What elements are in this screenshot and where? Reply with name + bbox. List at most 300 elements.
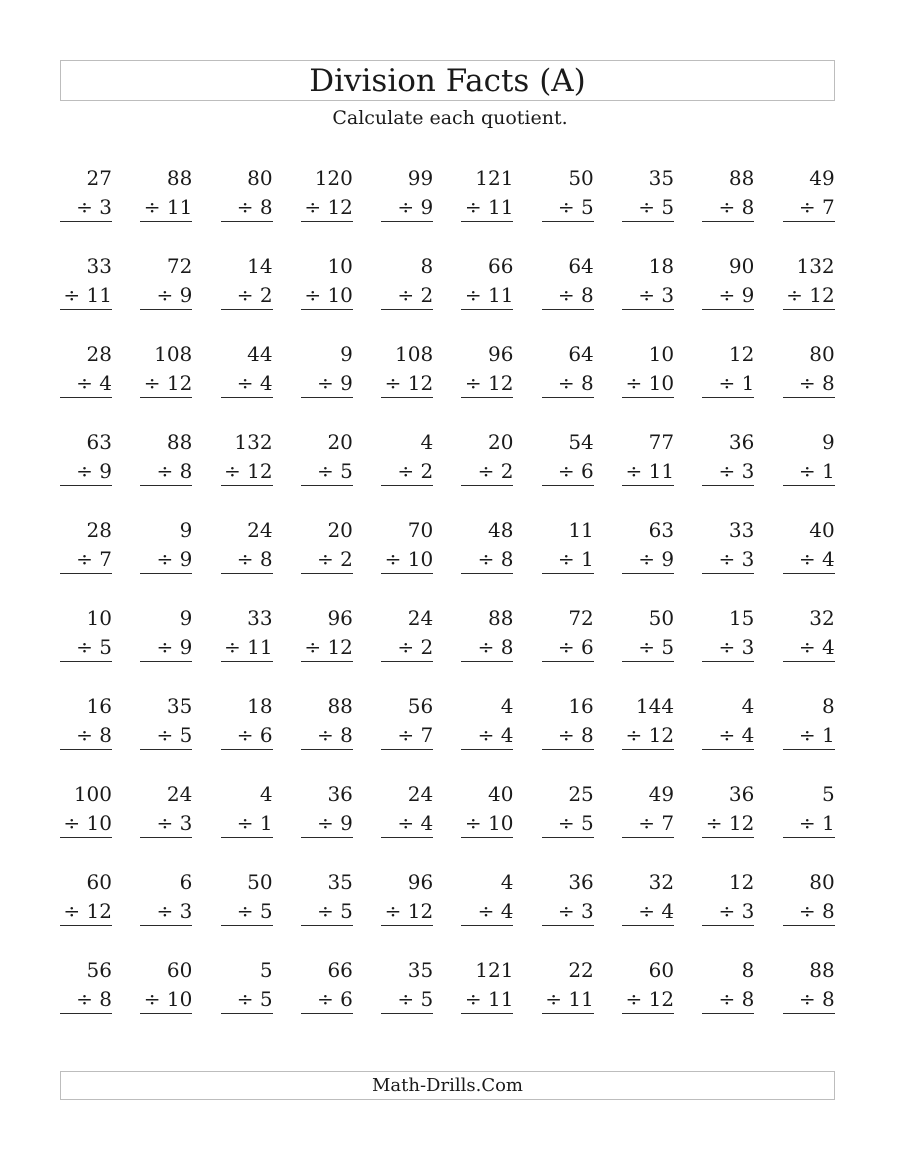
- divisor: [626, 458, 675, 484]
- division-problem: [542, 163, 594, 223]
- answer-line: [60, 749, 112, 750]
- divisor: [719, 722, 755, 748]
- divisor-value: 10: [648, 371, 675, 395]
- division-sign: ÷: [143, 195, 161, 219]
- dividend: 14: [247, 254, 273, 278]
- divisor-value: 9: [661, 547, 675, 571]
- answer-line: [461, 925, 513, 926]
- divisor-value: 11: [166, 195, 193, 219]
- divisor-value: 8: [581, 283, 594, 307]
- dividend: 33: [86, 254, 112, 278]
- answer-line: [622, 661, 674, 662]
- divisor-value: 2: [420, 283, 434, 307]
- division-sign: ÷: [798, 811, 816, 835]
- divisor-value: 9: [741, 283, 755, 307]
- divisor: [76, 722, 112, 748]
- division-sign: ÷: [798, 371, 816, 395]
- division-sign: ÷: [156, 899, 174, 923]
- divisor-value: 8: [259, 547, 273, 571]
- answer-line: [381, 309, 433, 310]
- division-problem: [140, 603, 192, 663]
- divisor-value: 1: [821, 723, 835, 747]
- divisor-value: 9: [99, 459, 112, 483]
- divisor-value: 5: [661, 195, 675, 219]
- divisor-value: 4: [259, 371, 273, 395]
- answer-line: [783, 573, 835, 574]
- division-sign: ÷: [156, 547, 174, 571]
- dividend: 88: [728, 166, 755, 190]
- dividend: 24: [247, 518, 273, 542]
- divisor: [558, 898, 594, 924]
- dividend: 6: [179, 870, 193, 894]
- divisor: [76, 546, 112, 572]
- division-sign: ÷: [156, 811, 174, 835]
- answer-line: [60, 485, 112, 486]
- dividend: 8: [420, 254, 434, 278]
- division-problem: [60, 867, 112, 927]
- answer-line: [702, 397, 754, 398]
- division-problem: [60, 603, 112, 663]
- division-problem: [702, 251, 754, 311]
- divisor: [626, 370, 675, 396]
- divisor: [465, 194, 514, 220]
- divisor: [799, 634, 835, 660]
- answer-line: [622, 221, 674, 222]
- division-sign: ÷: [557, 371, 575, 395]
- division-problem: [140, 779, 192, 839]
- division-sign: ÷: [625, 987, 643, 1011]
- division-problem: [60, 251, 112, 311]
- division-problem: [140, 691, 192, 751]
- division-sign: ÷: [557, 547, 575, 571]
- division-sign: ÷: [397, 635, 415, 659]
- division-sign: ÷: [304, 195, 322, 219]
- divisor-value: 4: [741, 723, 755, 747]
- divisor-value: 10: [488, 811, 514, 835]
- division-sign: ÷: [397, 987, 415, 1011]
- dividend: 63: [86, 430, 112, 454]
- division-problem: [461, 339, 513, 399]
- answer-line: [221, 925, 273, 926]
- divisor-value: 5: [259, 987, 273, 1011]
- divisor: [397, 986, 433, 1012]
- divisor-value: 9: [179, 635, 193, 659]
- division-problem: [622, 603, 674, 663]
- divisor: [237, 810, 273, 836]
- division-problem: [542, 515, 594, 575]
- dividend: 28: [86, 342, 112, 366]
- answer-line: [381, 485, 433, 486]
- answer-line: [301, 837, 353, 838]
- division-sign: ÷: [718, 283, 736, 307]
- dividend: 10: [648, 342, 675, 366]
- divisor-value: 3: [179, 899, 193, 923]
- division-sign: ÷: [236, 811, 254, 835]
- division-problem: [221, 427, 273, 487]
- divisor: [558, 634, 594, 660]
- divisor: [719, 898, 755, 924]
- dividend: 4: [500, 694, 514, 718]
- dividend: 24: [407, 606, 434, 630]
- dividend: 28: [86, 518, 112, 542]
- answer-line: [381, 661, 433, 662]
- divisor: [304, 282, 353, 308]
- divisor: [156, 634, 192, 660]
- divisor: [397, 282, 433, 308]
- dividend: 16: [86, 694, 112, 718]
- title-box: [60, 60, 835, 101]
- dividend: 32: [648, 870, 675, 894]
- answer-line: [783, 309, 835, 310]
- division-sign: ÷: [317, 899, 334, 923]
- answer-line: [60, 397, 112, 398]
- dividend: 56: [86, 958, 112, 982]
- divisor: [558, 810, 594, 836]
- division-problem: [140, 251, 192, 311]
- divisor-value: 11: [648, 459, 675, 483]
- divisor-value: 4: [661, 899, 675, 923]
- division-sign: ÷: [156, 723, 174, 747]
- divisor-value: 8: [741, 987, 755, 1011]
- divisor-value: 2: [420, 635, 434, 659]
- division-problem: [60, 427, 112, 487]
- divisor-value: 3: [99, 195, 112, 219]
- division-problem: [542, 603, 594, 663]
- division-sign: ÷: [317, 459, 334, 483]
- divisor-value: 3: [741, 899, 755, 923]
- answer-line: [140, 485, 192, 486]
- division-sign: ÷: [156, 635, 174, 659]
- divisor-value: 5: [340, 459, 353, 483]
- answer-line: [381, 221, 433, 222]
- divisor-value: 12: [327, 195, 353, 219]
- division-sign: ÷: [384, 899, 402, 923]
- divisor-value: 8: [259, 195, 273, 219]
- division-problem: [221, 955, 273, 1015]
- division-problem: [622, 427, 674, 487]
- dividend: 49: [809, 166, 835, 190]
- dividend: 72: [568, 606, 594, 630]
- division-sign: ÷: [786, 283, 803, 307]
- answer-line: [140, 221, 192, 222]
- division-sign: ÷: [477, 723, 495, 747]
- divisor-value: 3: [741, 459, 755, 483]
- division-sign: ÷: [236, 195, 254, 219]
- division-problem: [783, 515, 835, 575]
- divisor: [385, 898, 434, 924]
- division-sign: ÷: [76, 987, 93, 1011]
- division-problem: [301, 603, 353, 663]
- divisor: [304, 634, 353, 660]
- division-problem: [702, 339, 754, 399]
- division-sign: ÷: [76, 195, 93, 219]
- divisor: [626, 986, 675, 1012]
- divisor-value: 4: [500, 723, 514, 747]
- divisor: [237, 194, 273, 220]
- division-problem: [301, 955, 353, 1015]
- divisor: [237, 898, 273, 924]
- answer-line: [783, 485, 835, 486]
- answer-line: [221, 309, 273, 310]
- dividend: 56: [407, 694, 434, 718]
- divisor-value: 3: [741, 547, 755, 571]
- answer-line: [140, 925, 192, 926]
- divisor: [719, 986, 755, 1012]
- divisor: [224, 634, 273, 660]
- division-sign: ÷: [718, 635, 736, 659]
- division-sign: ÷: [718, 899, 736, 923]
- divisor-value: 10: [407, 547, 434, 571]
- divisor: [799, 370, 835, 396]
- division-problem: [301, 867, 353, 927]
- division-sign: ÷: [638, 811, 655, 835]
- divisor: [719, 282, 755, 308]
- divisor: [719, 458, 755, 484]
- division-sign: ÷: [76, 459, 93, 483]
- answer-line: [381, 749, 433, 750]
- division-problem: [221, 251, 273, 311]
- divisor: [76, 370, 112, 396]
- division-problem: [783, 955, 835, 1015]
- division-problem: [140, 339, 192, 399]
- divisor: [397, 194, 433, 220]
- divisor-value: 6: [581, 635, 594, 659]
- dividend: 44: [247, 342, 273, 366]
- divisor-value: 12: [728, 811, 755, 835]
- division-sign: ÷: [798, 899, 816, 923]
- dividend: 4: [741, 694, 755, 718]
- division-problem: [301, 339, 353, 399]
- dividend: 60: [648, 958, 675, 982]
- division-problem: [783, 339, 835, 399]
- division-sign: ÷: [317, 371, 334, 395]
- dividend: 35: [327, 870, 353, 894]
- answer-line: [622, 397, 674, 398]
- divisor-value: 1: [821, 811, 835, 835]
- answer-line: [301, 221, 353, 222]
- divisor: [317, 898, 353, 924]
- answer-line: [60, 221, 112, 222]
- division-problem: [381, 515, 433, 575]
- division-problem: [702, 515, 754, 575]
- divisor: [706, 810, 755, 836]
- answer-line: [622, 573, 674, 574]
- divisor: [317, 370, 353, 396]
- divisor-value: 4: [821, 635, 835, 659]
- division-problem: [381, 427, 433, 487]
- divisor-value: 7: [661, 811, 675, 835]
- divisor-value: 9: [340, 811, 353, 835]
- division-sign: ÷: [317, 547, 334, 571]
- dividend: 18: [247, 694, 273, 718]
- dividend: 20: [327, 430, 353, 454]
- division-problem: [60, 691, 112, 751]
- divisor: [799, 810, 835, 836]
- answer-line: [622, 485, 674, 486]
- divisor-value: 5: [661, 635, 675, 659]
- division-sign: ÷: [464, 811, 482, 835]
- answer-line: [702, 485, 754, 486]
- answer-line: [542, 749, 594, 750]
- dividend: 50: [247, 870, 273, 894]
- division-problem: [702, 427, 754, 487]
- division-problem: [381, 955, 433, 1015]
- division-problem: [702, 603, 754, 663]
- dividend: 90: [728, 254, 755, 278]
- division-problem: [622, 339, 674, 399]
- dividend: 10: [327, 254, 353, 278]
- division-sign: ÷: [557, 899, 575, 923]
- dividend: 54: [568, 430, 594, 454]
- answer-line: [381, 573, 433, 574]
- answer-line: [702, 221, 754, 222]
- divisor: [545, 986, 594, 1012]
- division-problem: [381, 603, 433, 663]
- divisor: [465, 986, 514, 1012]
- divisor-value: 8: [821, 987, 835, 1011]
- division-problem: [221, 515, 273, 575]
- division-sign: ÷: [718, 371, 736, 395]
- division-sign: ÷: [557, 811, 575, 835]
- division-sign: ÷: [718, 723, 736, 747]
- dividend: 20: [488, 430, 514, 454]
- dividend: 50: [648, 606, 675, 630]
- divisor: [719, 634, 755, 660]
- division-problem: [140, 427, 192, 487]
- division-sign: ÷: [477, 635, 495, 659]
- dividend: 22: [568, 958, 594, 982]
- divisor-value: 5: [179, 723, 193, 747]
- dividend: 18: [648, 254, 675, 278]
- division-problem: [60, 339, 112, 399]
- divisor-value: 12: [166, 371, 193, 395]
- dividend: 121: [475, 166, 514, 190]
- dividend: 9: [179, 606, 193, 630]
- dividend: 10: [86, 606, 112, 630]
- divisor-value: 11: [488, 283, 514, 307]
- dividend: 16: [568, 694, 594, 718]
- division-sign: ÷: [156, 459, 174, 483]
- division-problem: [60, 515, 112, 575]
- divisor: [156, 546, 192, 572]
- answer-line: [783, 397, 835, 398]
- answer-line: [381, 1013, 433, 1014]
- divisor-value: 5: [340, 899, 353, 923]
- divisor: [465, 370, 514, 396]
- dividend: 8: [741, 958, 755, 982]
- division-problem: [783, 603, 835, 663]
- dividend: 88: [166, 166, 193, 190]
- division-sign: ÷: [304, 283, 322, 307]
- divisor-value: 3: [661, 283, 675, 307]
- divisor: [317, 546, 353, 572]
- answer-line: [622, 1013, 674, 1014]
- answer-line: [461, 309, 513, 310]
- divisor: [799, 986, 835, 1012]
- answer-line: [542, 397, 594, 398]
- divisor-value: 7: [420, 723, 434, 747]
- dividend: 8: [821, 694, 835, 718]
- divisor-value: 12: [407, 899, 434, 923]
- dividend: 50: [568, 166, 594, 190]
- dividend: 64: [568, 342, 594, 366]
- division-sign: ÷: [304, 635, 322, 659]
- division-sign: ÷: [224, 459, 241, 483]
- divisor: [397, 458, 433, 484]
- answer-line: [221, 837, 273, 838]
- answer-line: [702, 573, 754, 574]
- division-sign: ÷: [557, 195, 575, 219]
- divisor-value: 5: [581, 811, 594, 835]
- answer-line: [301, 661, 353, 662]
- divisor-value: 4: [821, 547, 835, 571]
- division-sign: ÷: [798, 987, 816, 1011]
- divisor: [478, 634, 514, 660]
- division-problem: [783, 427, 835, 487]
- dividend: 32: [809, 606, 835, 630]
- dividend: 144: [635, 694, 675, 718]
- division-sign: ÷: [397, 283, 415, 307]
- answer-line: [783, 925, 835, 926]
- divisor: [799, 722, 835, 748]
- dividend: 40: [809, 518, 835, 542]
- footer-box: [60, 1071, 835, 1100]
- divisor-value: 6: [581, 459, 594, 483]
- division-sign: ÷: [236, 723, 254, 747]
- divisor: [786, 282, 835, 308]
- division-sign: ÷: [397, 723, 415, 747]
- division-problem: [622, 779, 674, 839]
- divisor-value: 12: [247, 459, 273, 483]
- dividend: 96: [407, 870, 434, 894]
- divisor-value: 4: [99, 371, 112, 395]
- dividend: 27: [86, 166, 112, 190]
- problem-grid: [60, 163, 840, 1015]
- division-problem: [783, 251, 835, 311]
- division-sign: ÷: [76, 723, 93, 747]
- division-sign: ÷: [557, 723, 575, 747]
- divisor: [144, 986, 193, 1012]
- answer-line: [221, 397, 273, 398]
- divisor: [63, 282, 112, 308]
- divisor: [638, 634, 674, 660]
- divisor-value: 5: [420, 987, 434, 1011]
- answer-line: [702, 1013, 754, 1014]
- divisor: [317, 986, 353, 1012]
- division-sign: ÷: [638, 635, 655, 659]
- division-problem: [702, 691, 754, 751]
- divisor: [156, 722, 192, 748]
- dividend: 48: [488, 518, 514, 542]
- division-problem: [60, 955, 112, 1015]
- divisor: [156, 898, 192, 924]
- divisor: [558, 722, 594, 748]
- answer-line: [60, 573, 112, 574]
- divisor-value: 8: [581, 371, 594, 395]
- answer-line: [783, 749, 835, 750]
- division-problem: [301, 515, 353, 575]
- division-sign: ÷: [63, 899, 81, 923]
- divisor: [478, 722, 514, 748]
- division-sign: ÷: [477, 899, 495, 923]
- division-sign: ÷: [236, 547, 254, 571]
- division-sign: ÷: [625, 459, 643, 483]
- divisor-value: 7: [821, 195, 835, 219]
- divisor-value: 6: [340, 987, 353, 1011]
- dividend: 12: [728, 342, 755, 366]
- division-sign: ÷: [397, 195, 415, 219]
- divisor: [76, 986, 112, 1012]
